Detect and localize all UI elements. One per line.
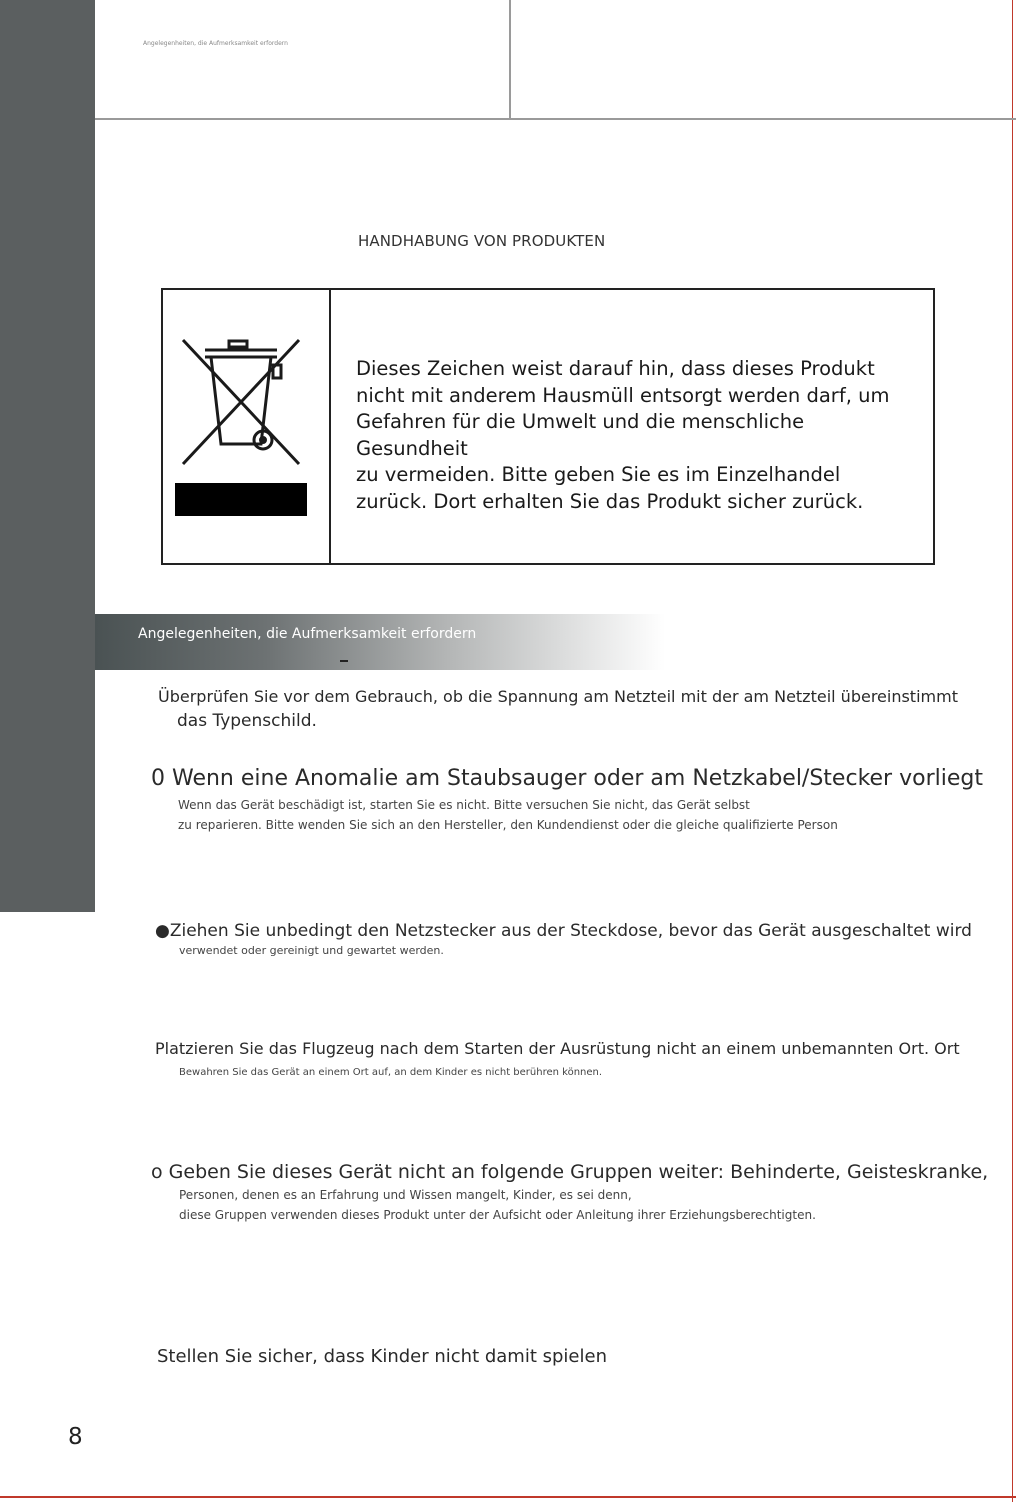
attention-item-4-main: Platzieren Sie das Flugzeug nach dem Starten der Ausrüstung nicht an einem unbemannten Ort. Ort: [155, 1039, 960, 1058]
disposal-text-line: nicht mit anderem Hausmüll entsorgt werden darf, um: [356, 383, 890, 407]
attention-item-2-sub: zu reparieren. Bitte wenden Sie sich an den Hersteller, den Kundendienst oder die gleiche qualifizierte Person: [178, 818, 838, 832]
attention-item-5-sub: Personen, denen es an Erfahrung und Wissen mangelt, Kinder, es sei denn,: [179, 1188, 632, 1202]
header-divider: [95, 118, 1016, 120]
box-divider: [329, 290, 331, 563]
disposal-text-line: Dieses Zeichen weist darauf hin, dass dieses Produkt: [356, 357, 875, 380]
crossed-out-wheelie-bin-icon: [181, 338, 301, 468]
disposal-text: [356, 356, 916, 515]
disposal-notice-box: [161, 288, 935, 565]
attention-item-2-sub: Wenn das Gerät beschädigt ist, starten Sie es nicht. Bitte versuchen Sie nicht, das Gerät selbst: [178, 798, 750, 812]
banner-mark: [340, 660, 348, 662]
attention-item-3-sub: verwendet oder gereinigt und gewartet werden.: [179, 944, 444, 957]
disposal-title: HANDHABUNG VON PRODUKTEN: [358, 232, 606, 250]
side-color-bar: [0, 0, 95, 912]
attention-item-1-sub: das Typenschild.: [177, 711, 317, 731]
page-number: 8: [68, 1424, 83, 1450]
disposal-text-line: zurück. Dort erhalten Sie das Produkt sicher zurück.: [356, 489, 864, 513]
attention-item-1-main: Überprüfen Sie vor dem Gebrauch, ob die Spannung am Netzteil mit der am Netzteil übereinstimmt: [158, 687, 958, 706]
header-column-divider: [509, 0, 511, 118]
attention-item-2-main: 0 Wenn eine Anomalie am Staubsauger oder am Netzkabel/Stecker vorliegt: [151, 766, 983, 791]
attention-item-3-main: ●Ziehen Sie unbedingt den Netzstecker aus der Steckdose, bevor das Gerät ausgeschaltet wird: [155, 921, 972, 941]
disposal-text-line: Gefahren für die Umwelt und die menschliche Gesundheit: [356, 410, 805, 460]
header-note: Angelegenheiten, die Aufmerksamkeit erfordern: [143, 40, 288, 47]
attention-item-5-sub: diese Gruppen verwenden dieses Produkt unter der Aufsicht oder Anleitung ihrer Erziehungsberechtigten.: [179, 1208, 816, 1222]
attention-banner: [95, 614, 665, 670]
right-frame-rule: [1012, 0, 1013, 1502]
black-marking-bar: [175, 483, 307, 516]
attention-item-5-main: o Geben Sie dieses Gerät nicht an folgende Gruppen weiter: Behinderte, Geisteskranke,: [151, 1161, 989, 1183]
bottom-frame-rule: [0, 1496, 1016, 1498]
attention-item-6-main: Stellen Sie sicher, dass Kinder nicht damit spielen: [157, 1346, 607, 1367]
attention-item-4-sub: Bewahren Sie das Gerät an einem Ort auf, an dem Kinder es nicht berühren können.: [179, 1067, 603, 1078]
attention-banner-label: Angelegenheiten, die Aufmerksamkeit erfordern: [138, 626, 477, 642]
disposal-text-line: zu vermeiden. Bitte geben Sie es im Einzelhandel: [356, 463, 841, 486]
